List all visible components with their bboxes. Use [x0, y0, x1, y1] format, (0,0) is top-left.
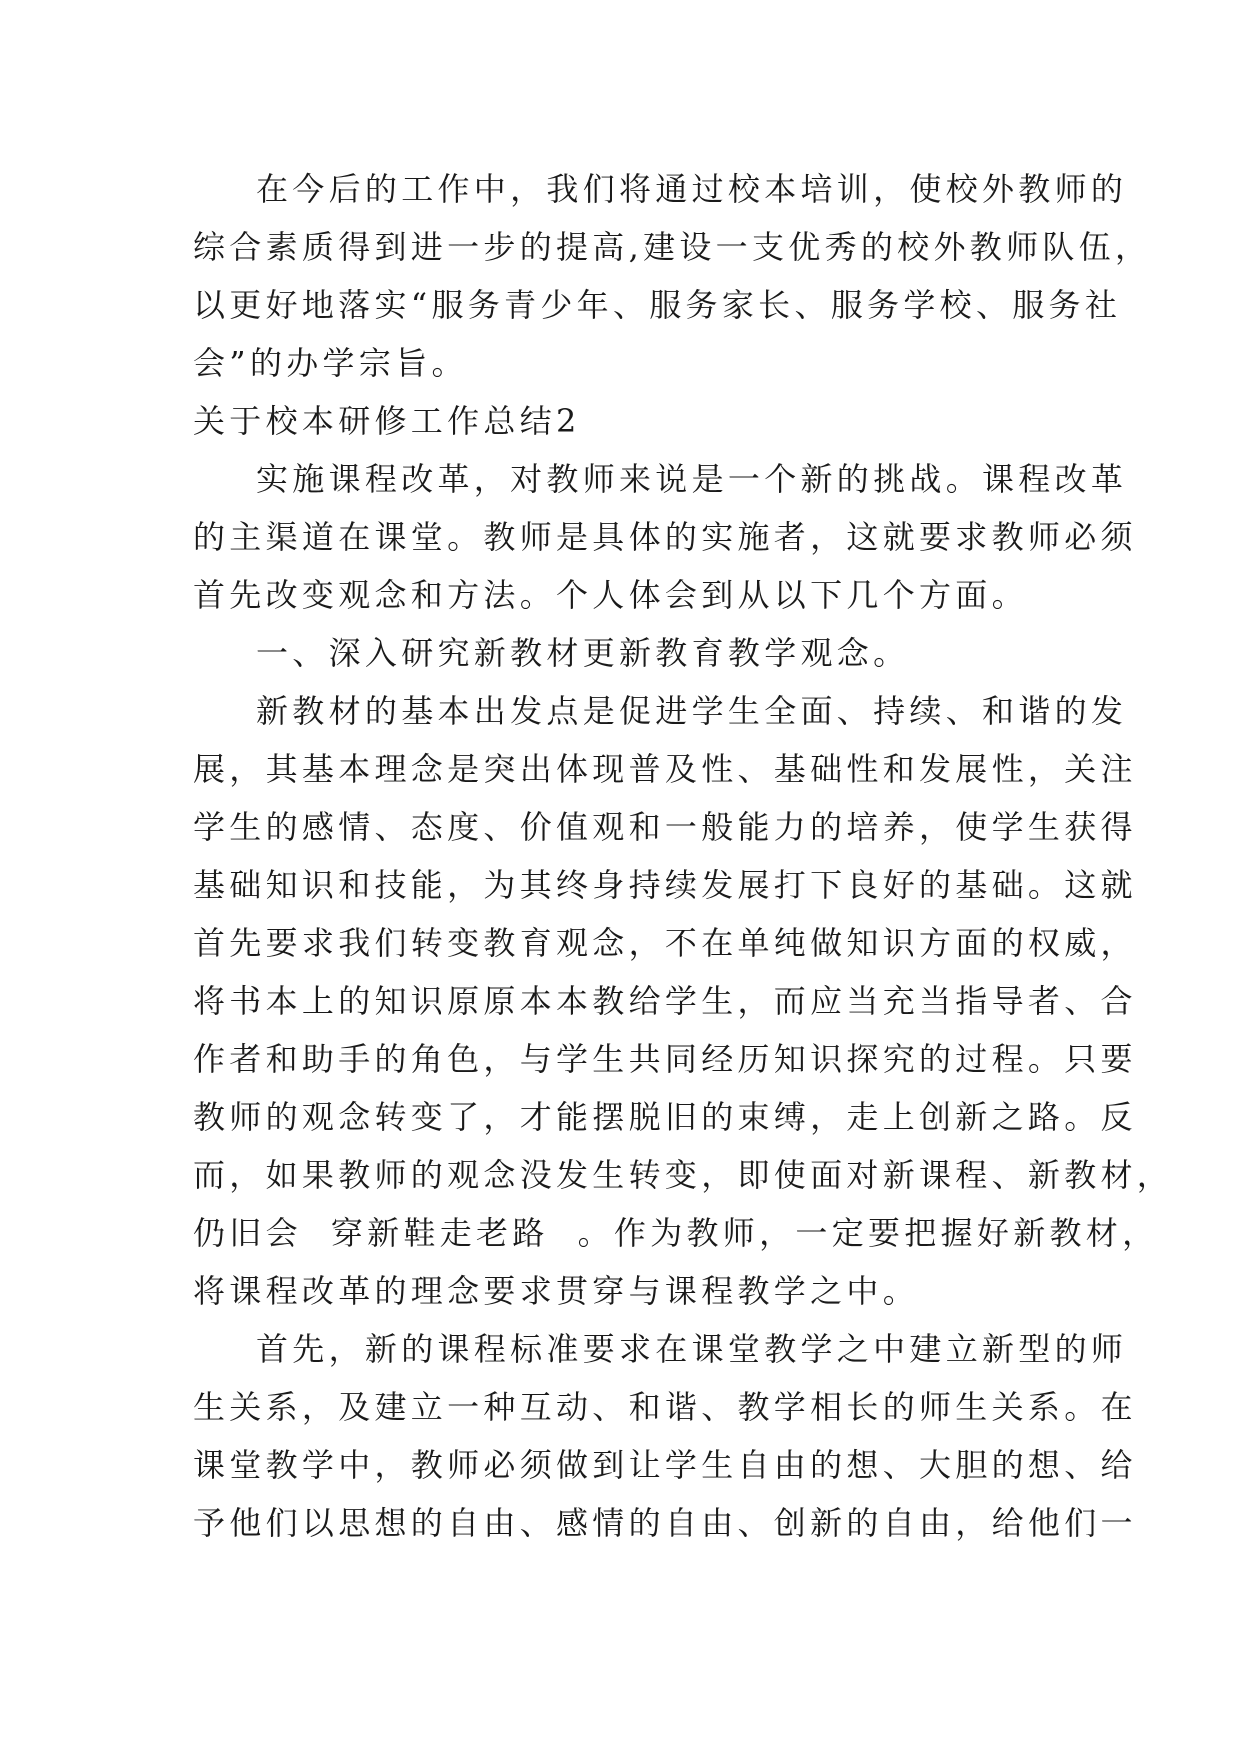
paragraph-line: 首先改变观念和方法。个人体会到从以下几个方面。: [193, 576, 1028, 614]
section-heading: 关于校本研修工作总结2: [193, 402, 581, 440]
paragraph-line: 生关系，及建立一种互动、和谐、教学相长的师生关系。在: [193, 1388, 1137, 1426]
paragraph-line: 课堂教学中，教师必须做到让学生自由的想、大胆的想、给: [193, 1446, 1137, 1484]
paragraph-line: 而，如果教师的观念没发生转变，即使面对新课程、新教材，: [193, 1156, 1174, 1194]
document-body: [193, 160, 1174, 1552]
paragraph-line: 仍旧会 穿新鞋走老路 。作为教师，一定要把握好新教材，: [193, 1214, 1159, 1252]
paragraph-line: 首先要求我们转变教育观念，不在单纯做知识方面的权威，: [193, 924, 1137, 962]
paragraph-line: 会”的办学宗旨。: [193, 344, 468, 382]
paragraph-line: 以更好地落实“服务青少年、服务家长、服务学校、服务社: [193, 286, 1122, 324]
paragraph-line: 予他们以思想的自由、感情的自由、创新的自由，给他们一: [193, 1504, 1137, 1542]
paragraph-line: 基础知识和技能，为其终身持续发展打下良好的基础。这就: [193, 866, 1137, 904]
paragraph-line: 首先，新的课程标准要求在课堂教学之中建立新型的师: [256, 1330, 1128, 1368]
paragraph-line: 将课程改革的理念要求贯穿与课程教学之中。: [193, 1272, 920, 1310]
paragraph-line: 作者和助手的角色，与学生共同经历知识探究的过程。只要: [193, 1040, 1137, 1078]
paragraph-line: 实施课程改革，对教师来说是一个新的挑战。课程改革: [256, 460, 1128, 498]
paragraph-line: 展，其基本理念是突出体现普及性、基础性和发展性，关注: [193, 750, 1137, 788]
paragraph-line: 综合素质得到进一步的提高,建设一支优秀的校外教师队伍，: [193, 228, 1152, 266]
paragraph-line: 在今后的工作中，我们将通过校本培训，使校外教师的: [256, 170, 1128, 208]
paragraph-line: 将书本上的知识原原本本教给学生，而应当充当指导者、合: [193, 982, 1137, 1020]
subsection-heading: 一、深入研究新教材更新教育教学观念。: [256, 634, 910, 672]
paragraph-line: 教师的观念转变了，才能摆脱旧的束缚，走上创新之路。反: [193, 1098, 1137, 1136]
paragraph-line: 新教材的基本出发点是促进学生全面、持续、和谐的发: [256, 692, 1128, 730]
paragraph-line: 学生的感情、态度、价值观和一般能力的培养，使学生获得: [193, 808, 1137, 846]
paragraph-line: 的主渠道在课堂。教师是具体的实施者，这就要求教师必须: [193, 518, 1137, 556]
